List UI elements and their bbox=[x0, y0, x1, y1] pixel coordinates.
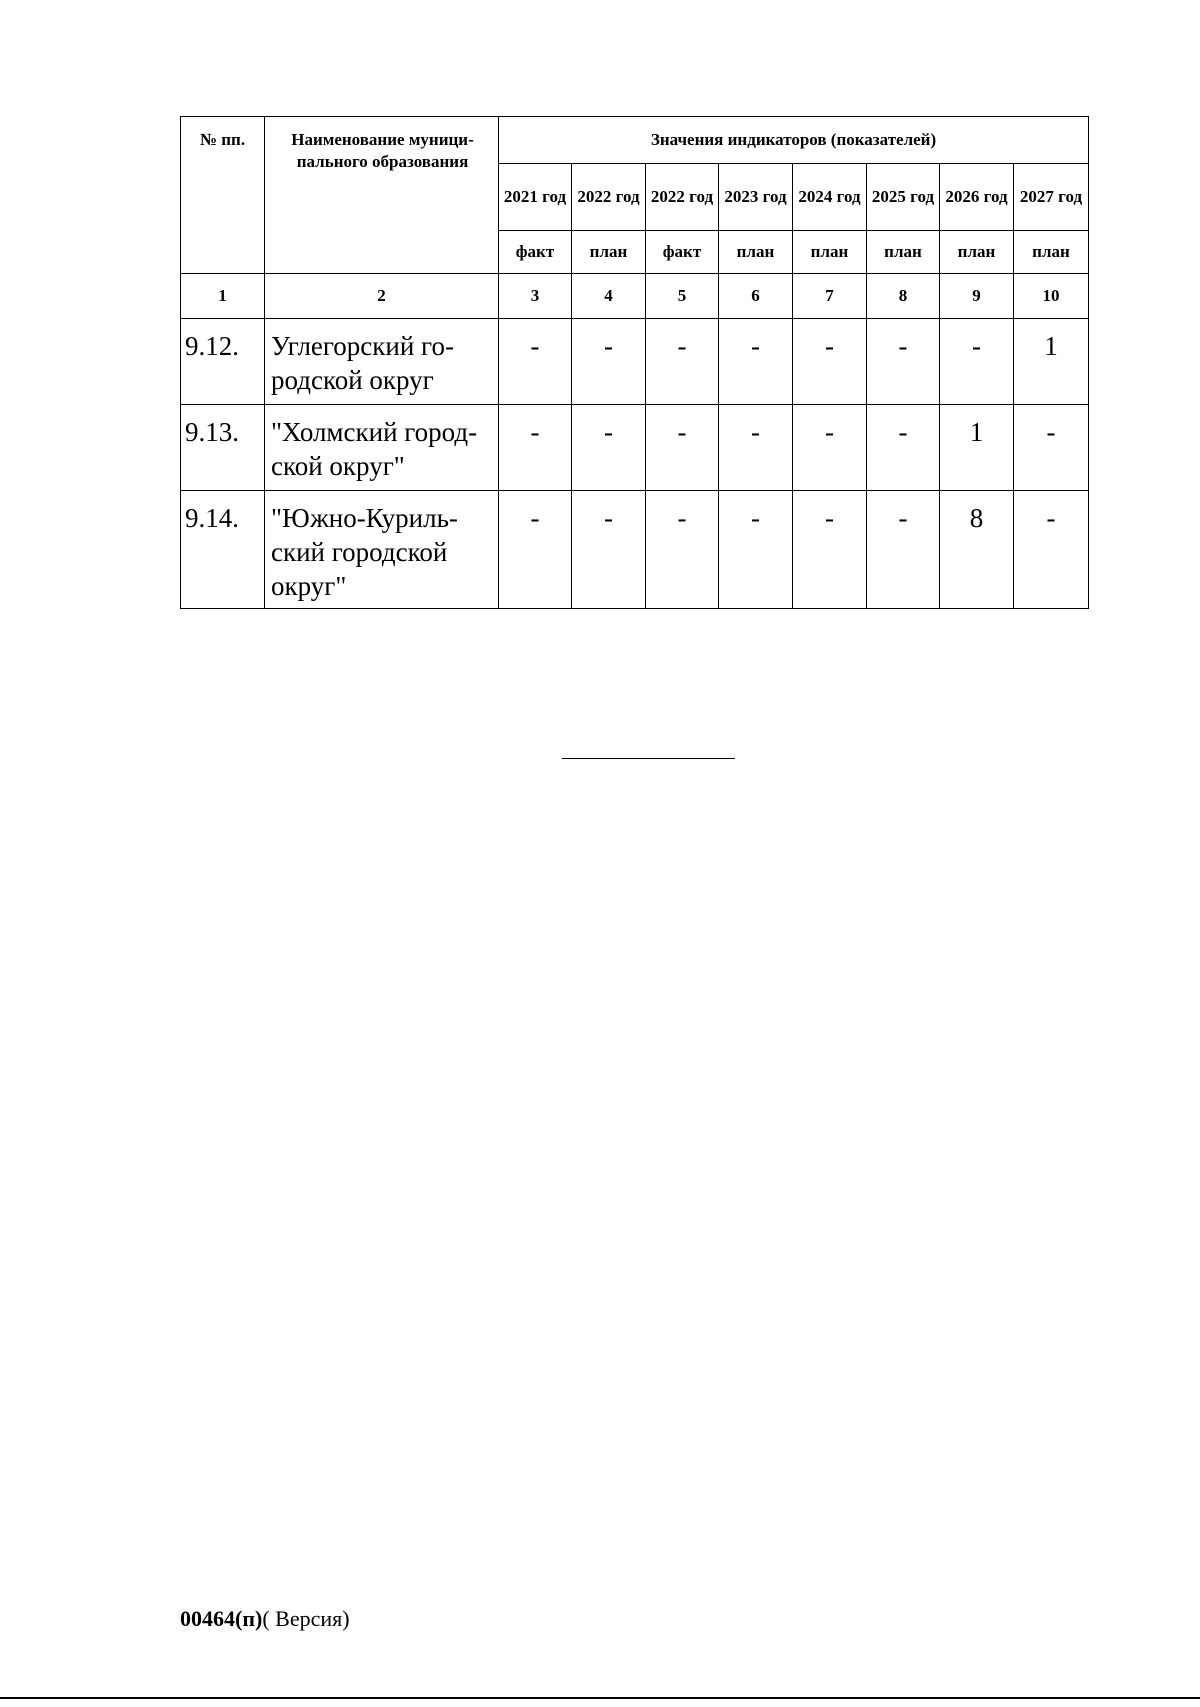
header-year: 2024 год bbox=[793, 164, 867, 231]
row-value: - bbox=[572, 405, 646, 491]
header-kind: факт bbox=[499, 231, 572, 274]
row-value: - bbox=[646, 405, 719, 491]
row-value: - bbox=[793, 405, 867, 491]
header-year: 2027 год bbox=[1014, 164, 1089, 231]
column-number: 10 bbox=[1014, 274, 1089, 319]
row-number: 9.12. bbox=[181, 319, 265, 405]
header-kind: план bbox=[719, 231, 793, 274]
column-number: 9 bbox=[940, 274, 1014, 319]
column-number: 1 bbox=[181, 274, 265, 319]
table-row bbox=[181, 405, 1089, 491]
row-value: - bbox=[867, 491, 940, 609]
table-row bbox=[181, 319, 1089, 405]
header-kind: план bbox=[867, 231, 940, 274]
column-number: 7 bbox=[793, 274, 867, 319]
row-value: - bbox=[940, 319, 1014, 405]
row-value: - bbox=[572, 319, 646, 405]
row-value: - bbox=[646, 491, 719, 609]
row-value: - bbox=[719, 319, 793, 405]
header-year: 2022 год bbox=[572, 164, 646, 231]
header-kind: план bbox=[572, 231, 646, 274]
end-separator-line bbox=[562, 758, 735, 759]
header-year: 2025 год bbox=[867, 164, 940, 231]
table-row bbox=[181, 491, 1089, 609]
row-number: 9.14. bbox=[181, 491, 265, 609]
row-municipality-name: "Южно-Куриль-ский городской округ" bbox=[265, 491, 499, 609]
document-code-number: 00464(п) bbox=[180, 1606, 263, 1631]
header-year: 2026 год bbox=[940, 164, 1014, 231]
row-value: - bbox=[719, 491, 793, 609]
header-year: 2023 год bbox=[719, 164, 793, 231]
row-value: - bbox=[793, 491, 867, 609]
row-value: 1 bbox=[1014, 319, 1089, 405]
header-kind: план bbox=[793, 231, 867, 274]
header-year: 2022 год bbox=[646, 164, 719, 231]
row-value: - bbox=[499, 319, 572, 405]
row-value: - bbox=[867, 319, 940, 405]
row-value: - bbox=[867, 405, 940, 491]
row-value: - bbox=[499, 405, 572, 491]
row-value: - bbox=[572, 491, 646, 609]
column-number: 4 bbox=[572, 274, 646, 319]
header-year: 2021 год bbox=[499, 164, 572, 231]
column-number: 6 bbox=[719, 274, 793, 319]
header-kind: факт bbox=[646, 231, 719, 274]
row-value: - bbox=[793, 319, 867, 405]
indicators-table bbox=[180, 116, 1089, 609]
row-municipality-name: "Холмский город-ской округ" bbox=[265, 405, 499, 491]
column-number: 3 bbox=[499, 274, 572, 319]
row-value: 8 bbox=[940, 491, 1014, 609]
document-code bbox=[180, 1606, 350, 1632]
header-indicators-group: Значения индикаторов (показателей) bbox=[499, 117, 1089, 164]
column-number: 8 bbox=[867, 274, 940, 319]
page-bottom-rule bbox=[0, 1697, 1200, 1699]
header-kind: план bbox=[1014, 231, 1089, 274]
row-value: - bbox=[1014, 405, 1089, 491]
header-name: Наименование муници-пального образования bbox=[265, 117, 499, 274]
header-kind: план bbox=[940, 231, 1014, 274]
row-value: - bbox=[499, 491, 572, 609]
column-number: 2 bbox=[265, 274, 499, 319]
row-value: - bbox=[719, 405, 793, 491]
header-num: № пп. bbox=[181, 117, 265, 274]
column-number: 5 bbox=[646, 274, 719, 319]
row-value: - bbox=[646, 319, 719, 405]
document-code-version: ( Версия) bbox=[262, 1606, 350, 1631]
row-municipality-name: Углегорский го-родской округ bbox=[265, 319, 499, 405]
row-value: - bbox=[1014, 491, 1089, 609]
row-value: 1 bbox=[940, 405, 1014, 491]
row-number: 9.13. bbox=[181, 405, 265, 491]
